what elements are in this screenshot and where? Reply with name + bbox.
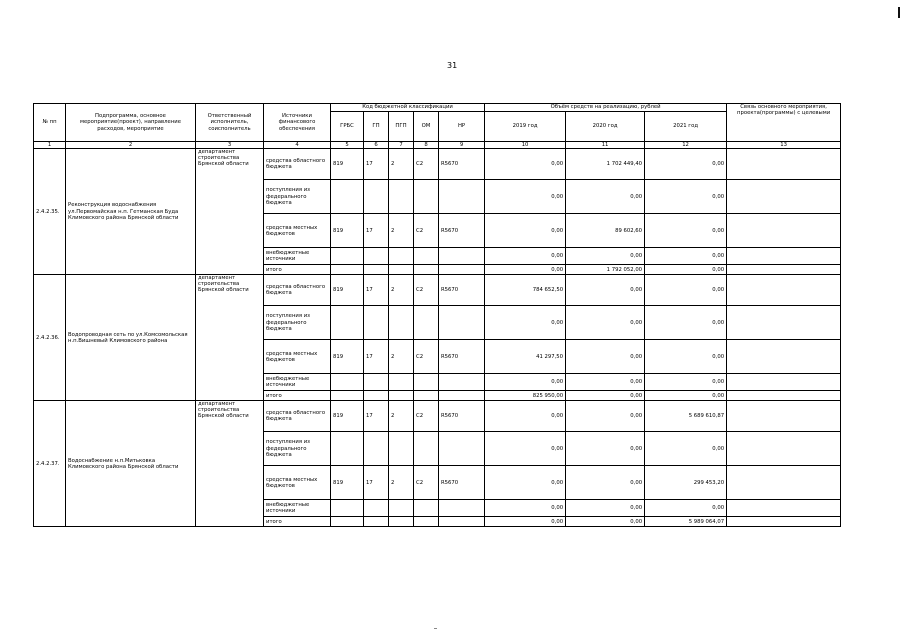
- column-number: 8: [414, 142, 439, 149]
- amount-2019: 0,00: [485, 306, 566, 340]
- header-num: № пп: [34, 104, 66, 142]
- header-sources: Источники финансового обеспечения: [264, 104, 331, 142]
- column-number: 2: [66, 142, 196, 149]
- funding-source: средства областного бюджета: [264, 149, 331, 180]
- code-gp: 17: [364, 149, 389, 180]
- code-nr: R5670: [439, 275, 485, 306]
- amount-2019: 41 297,50: [485, 340, 566, 374]
- amount-2020: 0,00: [566, 180, 645, 214]
- code-om: С2: [414, 401, 439, 432]
- link-cell: [727, 500, 841, 517]
- link-cell: [727, 340, 841, 374]
- amount-2020: 0,00: [566, 306, 645, 340]
- project-executor: департамент строительства Брянской области: [196, 149, 264, 275]
- code-om: С2: [414, 214, 439, 248]
- funding-source: поступления из федерального бюджета: [264, 306, 331, 340]
- code-om: [414, 180, 439, 214]
- amount-2019: 0,00: [485, 180, 566, 214]
- code-grbs: [331, 265, 364, 275]
- code-nr: [439, 432, 485, 466]
- amount-2021: 0,00: [645, 180, 727, 214]
- column-number: 5: [331, 142, 364, 149]
- header-executor: Ответственный исполнитель, соисполнитель: [196, 104, 264, 142]
- header-2021: 2021 год: [645, 112, 727, 142]
- code-pgp: [389, 391, 414, 401]
- code-gp: [364, 306, 389, 340]
- amount-2020: 0,00: [566, 275, 645, 306]
- code-gp: 17: [364, 401, 389, 432]
- code-om: [414, 517, 439, 527]
- column-number: 12: [645, 142, 727, 149]
- code-nr: [439, 374, 485, 391]
- amount-2021: 0,00: [645, 340, 727, 374]
- code-gp: 17: [364, 214, 389, 248]
- code-pgp: 2: [389, 149, 414, 180]
- code-om: [414, 500, 439, 517]
- code-om: С2: [414, 149, 439, 180]
- code-grbs: [331, 248, 364, 265]
- code-grbs: 819: [331, 149, 364, 180]
- table-row: [34, 401, 841, 432]
- link-cell: [727, 466, 841, 500]
- project-name: Водоснабжение н.п.Митьковка Климовского района Брянской области: [66, 401, 196, 527]
- project-number: 2.4.2.36.: [34, 275, 66, 401]
- code-pgp: [389, 500, 414, 517]
- funding-source: итого: [264, 517, 331, 527]
- amount-2020: 0,00: [566, 432, 645, 466]
- scan-dot: [434, 628, 437, 629]
- table-row: [34, 149, 841, 180]
- column-number: 6: [364, 142, 389, 149]
- amount-2021: 0,00: [645, 248, 727, 265]
- link-cell: [727, 401, 841, 432]
- amount-2019: 825 950,00: [485, 391, 566, 401]
- code-om: С2: [414, 275, 439, 306]
- code-gp: 17: [364, 466, 389, 500]
- amount-2020: 0,00: [566, 391, 645, 401]
- code-grbs: [331, 517, 364, 527]
- code-nr: R5670: [439, 149, 485, 180]
- project-executor: департамент строительства Брянской области: [196, 401, 264, 527]
- link-cell: [727, 180, 841, 214]
- amount-2019: 784 652,50: [485, 275, 566, 306]
- amount-2021: 0,00: [645, 214, 727, 248]
- amount-2019: 0,00: [485, 466, 566, 500]
- amount-2020: 1 702 449,40: [566, 149, 645, 180]
- code-gp: [364, 391, 389, 401]
- budget-table: [33, 103, 841, 527]
- amount-2020: 0,00: [566, 340, 645, 374]
- amount-2019: 0,00: [485, 149, 566, 180]
- scan-edge-mark: [898, 7, 900, 18]
- code-gp: 17: [364, 340, 389, 374]
- amount-2020: 1 792 052,00: [566, 265, 645, 275]
- funding-source: средства местных бюджетов: [264, 214, 331, 248]
- amount-2021: 0,00: [645, 374, 727, 391]
- amount-2021: 0,00: [645, 391, 727, 401]
- link-cell: [727, 374, 841, 391]
- code-gp: [364, 248, 389, 265]
- amount-2020: 0,00: [566, 248, 645, 265]
- header-grbs: ГРБС: [331, 112, 364, 142]
- code-gp: 17: [364, 275, 389, 306]
- amount-2019: 0,00: [485, 432, 566, 466]
- amount-2021: 0,00: [645, 306, 727, 340]
- link-cell: [727, 391, 841, 401]
- code-grbs: 819: [331, 275, 364, 306]
- header-link: Связь основного мероприятия, проекта(программы) с целевыми: [727, 104, 841, 142]
- amount-2020: 0,00: [566, 517, 645, 527]
- code-nr: R5670: [439, 466, 485, 500]
- amount-2021: 0,00: [645, 149, 727, 180]
- project-name: Водопроводная сеть по ул.Комсомольская н.п.Вишневый Климовского района: [66, 275, 196, 401]
- funding-source: средства областного бюджета: [264, 401, 331, 432]
- amount-2019: 0,00: [485, 248, 566, 265]
- column-number: 1: [34, 142, 66, 149]
- header-om: ОМ: [414, 112, 439, 142]
- amount-2020: 0,00: [566, 401, 645, 432]
- column-number: 4: [264, 142, 331, 149]
- code-pgp: [389, 517, 414, 527]
- code-gp: [364, 500, 389, 517]
- code-gp: [364, 180, 389, 214]
- amount-2020: 0,00: [566, 374, 645, 391]
- code-grbs: [331, 500, 364, 517]
- code-gp: [364, 517, 389, 527]
- amount-2019: 0,00: [485, 517, 566, 527]
- code-pgp: [389, 180, 414, 214]
- table-body: [34, 149, 841, 527]
- code-grbs: 819: [331, 466, 364, 500]
- code-om: [414, 432, 439, 466]
- column-number: 13: [727, 142, 841, 149]
- funding-source: внебюджетные источники: [264, 500, 331, 517]
- header-2020: 2020 год: [566, 112, 645, 142]
- funding-source: средства местных бюджетов: [264, 466, 331, 500]
- code-nr: R5670: [439, 214, 485, 248]
- amount-2020: 0,00: [566, 466, 645, 500]
- header-budget-code: Код бюджетной классификации: [331, 104, 485, 112]
- code-pgp: [389, 265, 414, 275]
- code-pgp: 2: [389, 214, 414, 248]
- code-nr: [439, 500, 485, 517]
- amount-2020: 89 602,60: [566, 214, 645, 248]
- link-cell: [727, 149, 841, 180]
- project-number: 2.4.2.37.: [34, 401, 66, 527]
- funding-source: итого: [264, 391, 331, 401]
- code-grbs: [331, 432, 364, 466]
- column-number: 3: [196, 142, 264, 149]
- code-grbs: 819: [331, 214, 364, 248]
- header-nr: НР: [439, 112, 485, 142]
- code-pgp: 2: [389, 401, 414, 432]
- amount-2019: 0,00: [485, 374, 566, 391]
- column-number: 7: [389, 142, 414, 149]
- code-gp: [364, 432, 389, 466]
- code-grbs: [331, 306, 364, 340]
- code-om: [414, 306, 439, 340]
- code-grbs: [331, 180, 364, 214]
- code-pgp: [389, 306, 414, 340]
- amount-2021: 0,00: [645, 265, 727, 275]
- table-header: [34, 104, 841, 149]
- code-nr: [439, 265, 485, 275]
- link-cell: [727, 214, 841, 248]
- code-nr: [439, 248, 485, 265]
- table-row: [34, 275, 841, 306]
- code-om: [414, 391, 439, 401]
- header-2019: 2019 год: [485, 112, 566, 142]
- link-cell: [727, 248, 841, 265]
- code-om: [414, 374, 439, 391]
- code-om: [414, 265, 439, 275]
- amount-2019: 0,00: [485, 265, 566, 275]
- code-nr: R5670: [439, 340, 485, 374]
- code-gp: [364, 265, 389, 275]
- header-program: Подпрограмма, основное мероприятие(проект), направление расходов, мероприятие: [66, 104, 196, 142]
- code-grbs: [331, 374, 364, 391]
- amount-2020: 0,00: [566, 500, 645, 517]
- funding-source: поступления из федерального бюджета: [264, 432, 331, 466]
- code-nr: [439, 306, 485, 340]
- funding-source: средства областного бюджета: [264, 275, 331, 306]
- funding-source: внебюджетные источники: [264, 248, 331, 265]
- header-pgp: ПГП: [389, 112, 414, 142]
- code-gp: [364, 374, 389, 391]
- code-pgp: 2: [389, 275, 414, 306]
- project-name: Реконструкция водоснабжения ул.Первомайская н.п. Гетманская Буда Климовского района Брянской области: [66, 149, 196, 275]
- code-grbs: [331, 391, 364, 401]
- link-cell: [727, 517, 841, 527]
- amount-2021: 5 989 064,07: [645, 517, 727, 527]
- funding-source: внебюджетные источники: [264, 374, 331, 391]
- column-number: 9: [439, 142, 485, 149]
- code-om: [414, 248, 439, 265]
- amount-2021: 0,00: [645, 275, 727, 306]
- funding-source: поступления из федерального бюджета: [264, 180, 331, 214]
- funding-source: итого: [264, 265, 331, 275]
- code-nr: R5670: [439, 401, 485, 432]
- code-pgp: [389, 432, 414, 466]
- link-cell: [727, 265, 841, 275]
- code-pgp: 2: [389, 340, 414, 374]
- amount-2019: 0,00: [485, 401, 566, 432]
- page-number: 31: [447, 61, 458, 70]
- amount-2019: 0,00: [485, 500, 566, 517]
- header-volume: Объём средств на реализацию, рублей: [485, 104, 727, 112]
- code-pgp: 2: [389, 466, 414, 500]
- code-pgp: [389, 248, 414, 265]
- amount-2019: 0,00: [485, 214, 566, 248]
- code-nr: [439, 180, 485, 214]
- code-nr: [439, 517, 485, 527]
- code-pgp: [389, 374, 414, 391]
- code-nr: [439, 391, 485, 401]
- amount-2021: 5 689 610,87: [645, 401, 727, 432]
- link-cell: [727, 432, 841, 466]
- code-grbs: 819: [331, 401, 364, 432]
- funding-source: средства местных бюджетов: [264, 340, 331, 374]
- column-number: 10: [485, 142, 566, 149]
- column-number: 11: [566, 142, 645, 149]
- code-om: С2: [414, 340, 439, 374]
- column-number-row: [34, 142, 841, 149]
- link-cell: [727, 275, 841, 306]
- code-grbs: 819: [331, 340, 364, 374]
- project-executor: департамент строительства Брянской области: [196, 275, 264, 401]
- link-cell: [727, 306, 841, 340]
- code-om: С2: [414, 466, 439, 500]
- header-gp: ГП: [364, 112, 389, 142]
- amount-2021: 0,00: [645, 432, 727, 466]
- amount-2021: 299 453,20: [645, 466, 727, 500]
- project-number: 2.4.2.35.: [34, 149, 66, 275]
- amount-2021: 0,00: [645, 500, 727, 517]
